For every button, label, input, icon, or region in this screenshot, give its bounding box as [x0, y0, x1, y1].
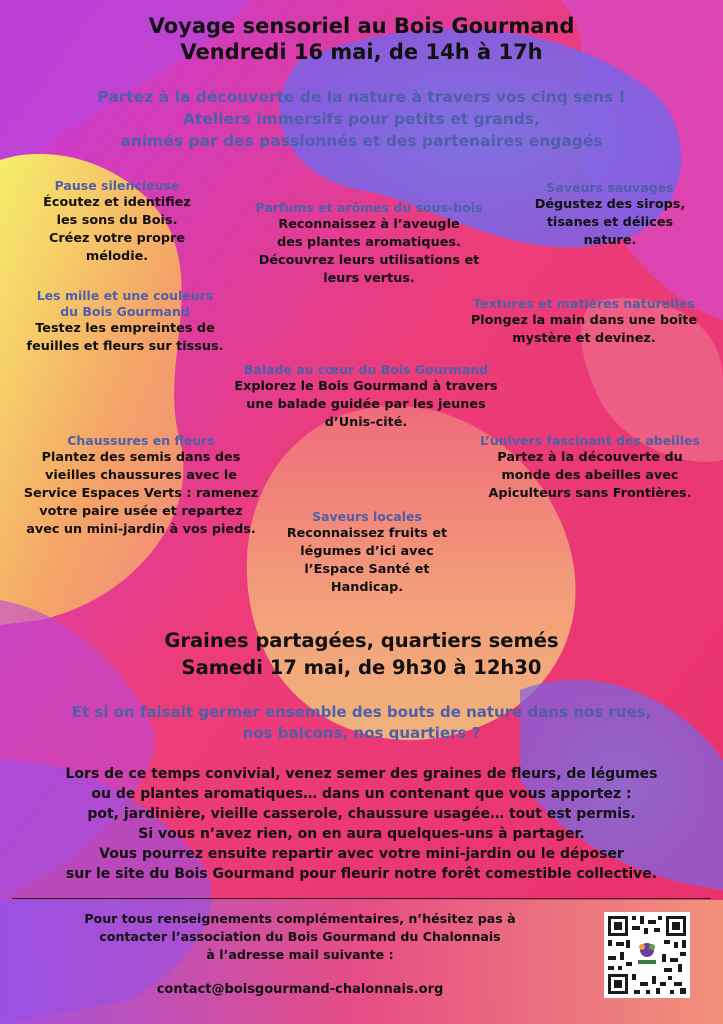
intro-line-2: Ateliers immersifs pour petits et grands,	[183, 110, 540, 128]
workshop-title: Pause silencieuse	[54, 178, 180, 193]
event2-title: Graines partagées, quartiers semés	[164, 629, 559, 652]
workshop-abeilles	[462, 433, 718, 503]
question-line-2: nos balcons, nos quartiers ?	[242, 724, 481, 742]
workshop-pause-silencieuse	[22, 178, 212, 266]
event2-question	[10, 702, 713, 744]
workshop-desc: Partez à la découverte du monde des abeilles avec Apiculteurs sans Frontières.	[488, 450, 692, 501]
workshop-title: Parfums et arômes du sous-bois	[255, 200, 483, 215]
workshop-saveurs-locales	[262, 509, 472, 597]
intro-line-3: animés par des passionnés et des partenaires engagés	[120, 132, 603, 150]
workshop-balade	[216, 362, 516, 432]
workshop-title: L’univers fascinant des abeilles	[480, 433, 700, 448]
question-line-1: Et si on faisait germer ensemble des bouts de nature dans nos rues,	[71, 703, 652, 721]
event1-intro	[20, 86, 703, 152]
event1-date: Vendredi 16 mai, de 14h à 17h	[180, 40, 543, 64]
workshop-title: Les mille et une couleurs du Bois Gourmand	[36, 288, 214, 319]
event1-title: Voyage sensoriel au Bois Gourmand	[148, 14, 575, 38]
workshop-desc: Plongez la main dans une boîte mystère et devinez.	[470, 313, 698, 346]
event2-description: Lors de ce temps convivial, venez semer des graines de fleurs, de légumes ou de plantes aromatiques… dans un contenant que vous apportez : pot, jardinière, vieille casserole, chaussure usagée… tout est permis. Si vous n’avez rien, on en aura quelques-uns à partager. Vous pourrez ensuite repartir avec votre mini-jardin ou le déposer sur le site du Bois Gourmand pour fleurir notre forêt comestible collective.	[65, 766, 658, 882]
workshop-desc: Dégustez des sirops, tisanes et délices nature.	[534, 197, 686, 248]
event2-date: Samedi 17 mai, de 9h30 à 12h30	[181, 656, 542, 679]
workshop-title: Textures et matières naturelles	[473, 296, 695, 311]
workshop-desc: Reconnaissez fruits et légumes d’ici avec l’Espace Santé et Handicap.	[286, 526, 448, 595]
workshop-title: Saveurs locales	[312, 509, 422, 524]
workshop-desc: Testez les empreintes de feuilles et fleurs sur tissus.	[26, 321, 224, 354]
contact-info: Pour tous renseignements complémentaires, n’hésitez pas à contacter l’association du Bois Gourmand du Chalonnais à l’adresse mail suivante :	[84, 911, 516, 962]
workshop-title: Chaussures en fleurs	[67, 433, 215, 448]
workshop-desc: Reconnaissez à l’aveugle des plantes aromatiques. Découvrez leurs utilisations et leurs vertus.	[258, 217, 480, 286]
workshop-desc: Explorez le Bois Gourmand à travers une balade guidée par les jeunes d’Unis-cité.	[234, 379, 498, 430]
workshop-desc: Plantez des semis dans des vieilles chaussures avec le Service Espaces Verts : ramenez votre paire usée et repartez avec un mini-jardin à vos pieds.	[23, 450, 259, 537]
qr-code-icon[interactable]	[604, 912, 690, 998]
workshop-saveurs-sauvages	[510, 180, 710, 250]
workshop-mille-couleurs	[10, 288, 240, 356]
divider	[12, 898, 711, 899]
workshop-chaussures-fleurs	[10, 433, 272, 539]
workshop-title: Saveurs sauvages	[546, 180, 674, 195]
workshop-textures	[452, 296, 716, 348]
workshop-desc: Écoutez et identifiez les sons du Bois. Créez votre propre mélodie.	[43, 195, 191, 264]
workshop-title: Balade au cœur du Bois Gourmand	[243, 362, 489, 377]
workshop-parfums	[228, 200, 510, 288]
contact-email[interactable]: contact@boisgourmand-chalonnais.org	[156, 982, 444, 997]
intro-line-1: Partez à la découverte de la nature à travers vos cinq sens !	[97, 88, 626, 106]
